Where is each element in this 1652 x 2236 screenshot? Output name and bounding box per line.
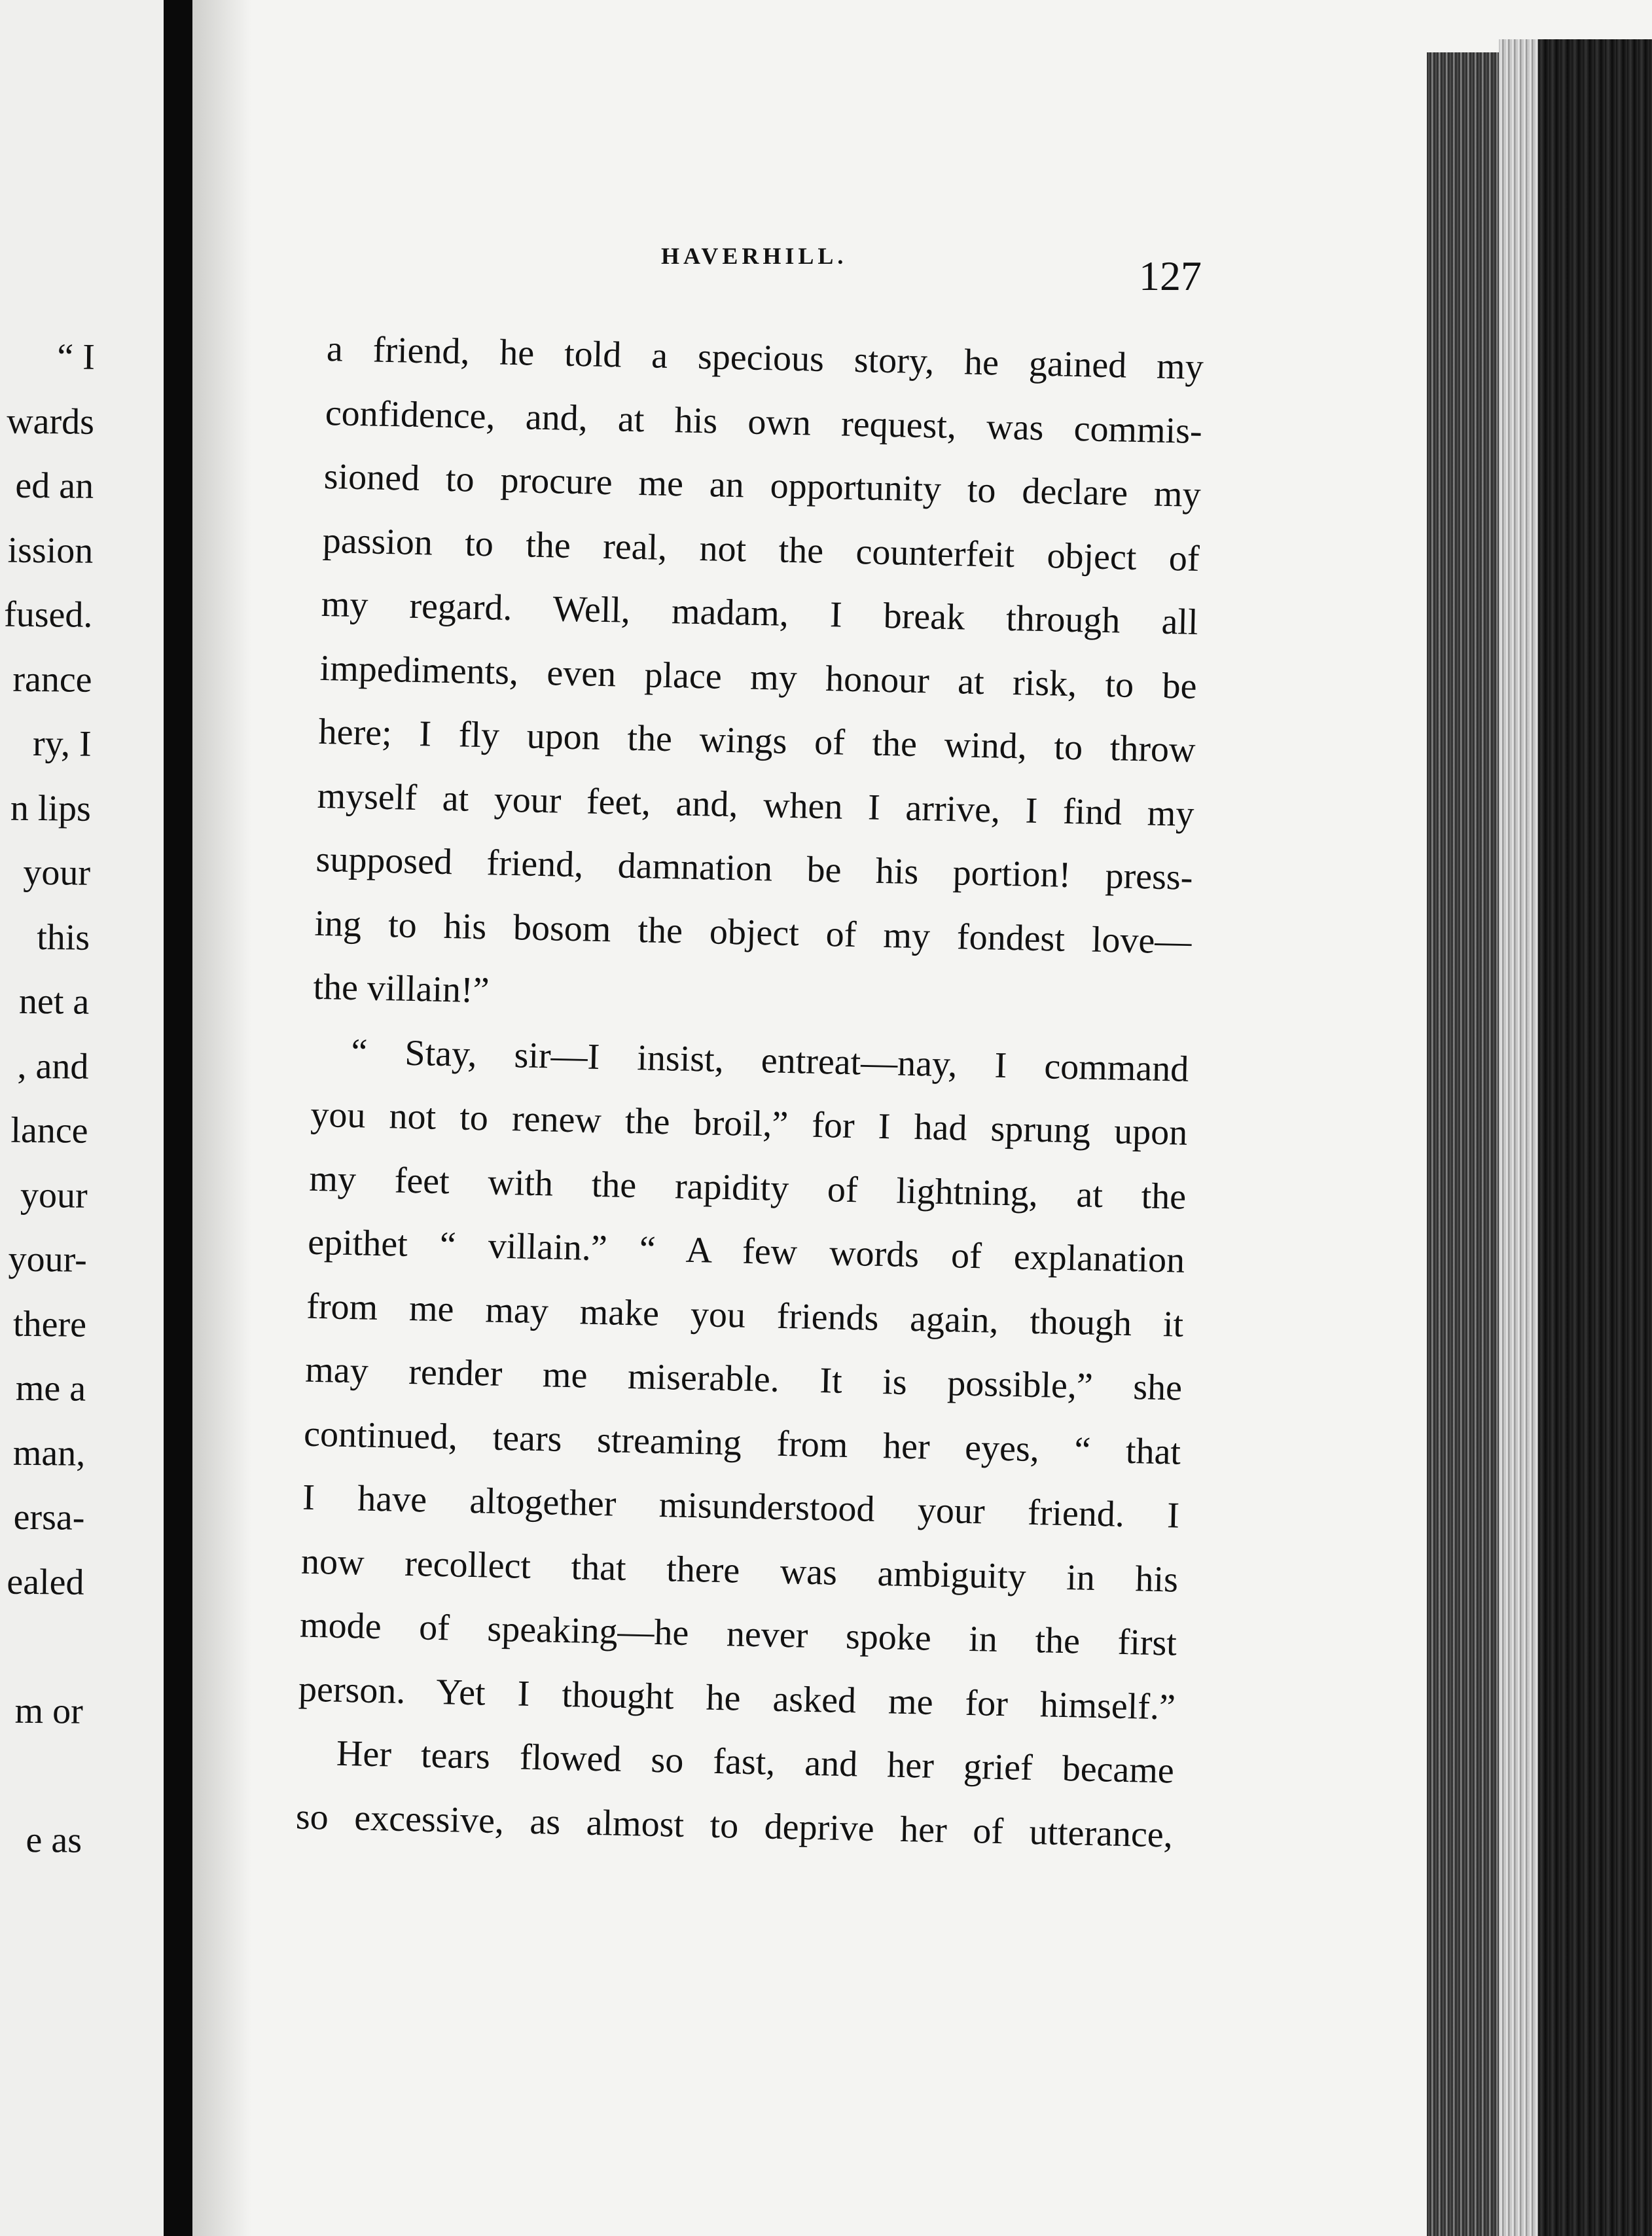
left-line: man, (12, 1432, 86, 1474)
text-line: sioned to procure me an opportunity to declare my (323, 456, 1202, 516)
gutter-shadow (192, 0, 251, 2236)
left-line: “ I (57, 336, 96, 378)
left-line: ersa- (13, 1496, 85, 1538)
text-line: mode of speaking—he never spoke in the first (299, 1604, 1177, 1664)
text-line: may render me miserable. It is possible,” she (304, 1349, 1183, 1409)
text-line: confidence, and, at his own request, was commis- (325, 392, 1203, 452)
text-line: from me may make you friends again, though it (306, 1286, 1184, 1345)
text-line: person. Yet I thought he asked me for himself.” (298, 1668, 1176, 1728)
left-page (0, 0, 164, 2236)
text-line: supposed friend, damnation be his portion! press- (315, 838, 1194, 898)
text-line: a friend, he told a specious story, he gained my (326, 328, 1204, 388)
book-cover-edge (1538, 39, 1652, 2236)
left-line: me a (15, 1367, 86, 1409)
text-line: impediments, even place my honour at risk, to be (319, 647, 1198, 707)
text-line: here; I fly upon the wings of the wind, to throw (318, 711, 1196, 770)
book-gutter (164, 0, 192, 2236)
text-line: I have altogether misunderstood your friend. I (302, 1477, 1180, 1536)
left-line: rance (12, 658, 92, 700)
text-line: my regard. Well, madam, I break through all (321, 583, 1199, 643)
left-line: ealed (7, 1561, 84, 1603)
left-line: e as (26, 1819, 82, 1861)
text-line: you not to renew the broil,” for I had sprung upon (310, 1094, 1188, 1153)
running-head: HAVERHILL. (661, 243, 848, 269)
text-line: Her tears flowed so fast, and her grief became (336, 1733, 1175, 1792)
left-line: ry, I (32, 723, 92, 765)
left-line: , and (17, 1045, 89, 1087)
page-number: 127 (1139, 253, 1202, 299)
text-line: myself at your feet, and, when I arrive, I find my (317, 775, 1195, 835)
text-line: the villain!” (312, 966, 490, 1011)
left-line: n lips (10, 787, 92, 829)
left-line: your- (8, 1238, 88, 1280)
page-edges-light (1499, 39, 1538, 2236)
left-line: this (36, 916, 90, 958)
text-line: now recollect that there was ambiguity in his (300, 1541, 1179, 1600)
text-line: so excessive, as almost to deprive her of utterance, (295, 1796, 1174, 1856)
text-line: my feet with the rapidity of lightning, at the (308, 1158, 1187, 1217)
left-line (0, 1612, 84, 1679)
left-line: m or (14, 1690, 84, 1732)
text-line: “ Stay, sir—I insist, entreat—nay, I command (350, 1031, 1189, 1090)
left-line: lance (10, 1109, 88, 1151)
text-line: continued, tears streaming from her eyes, “ that (303, 1413, 1181, 1473)
body-text (295, 317, 1204, 1867)
left-line: net a (18, 981, 90, 1022)
left-line: ed an (15, 465, 94, 507)
text-line: passion to the real, not the counterfeit object of (322, 520, 1200, 579)
text-line: ing to his bosom the object of my fondest love— (314, 903, 1192, 962)
left-line: wards (7, 401, 95, 442)
page-edges (1427, 52, 1499, 2236)
left-line: there (12, 1303, 87, 1345)
left-line (0, 1741, 82, 1808)
text-line: epithet “ villain.” “ A few words of explanation (307, 1221, 1185, 1281)
left-line: ission (7, 530, 94, 571)
left-line: your (23, 852, 91, 893)
left-page-text (0, 323, 95, 1872)
left-line: fused. (3, 594, 93, 636)
left-line: your (20, 1174, 88, 1216)
